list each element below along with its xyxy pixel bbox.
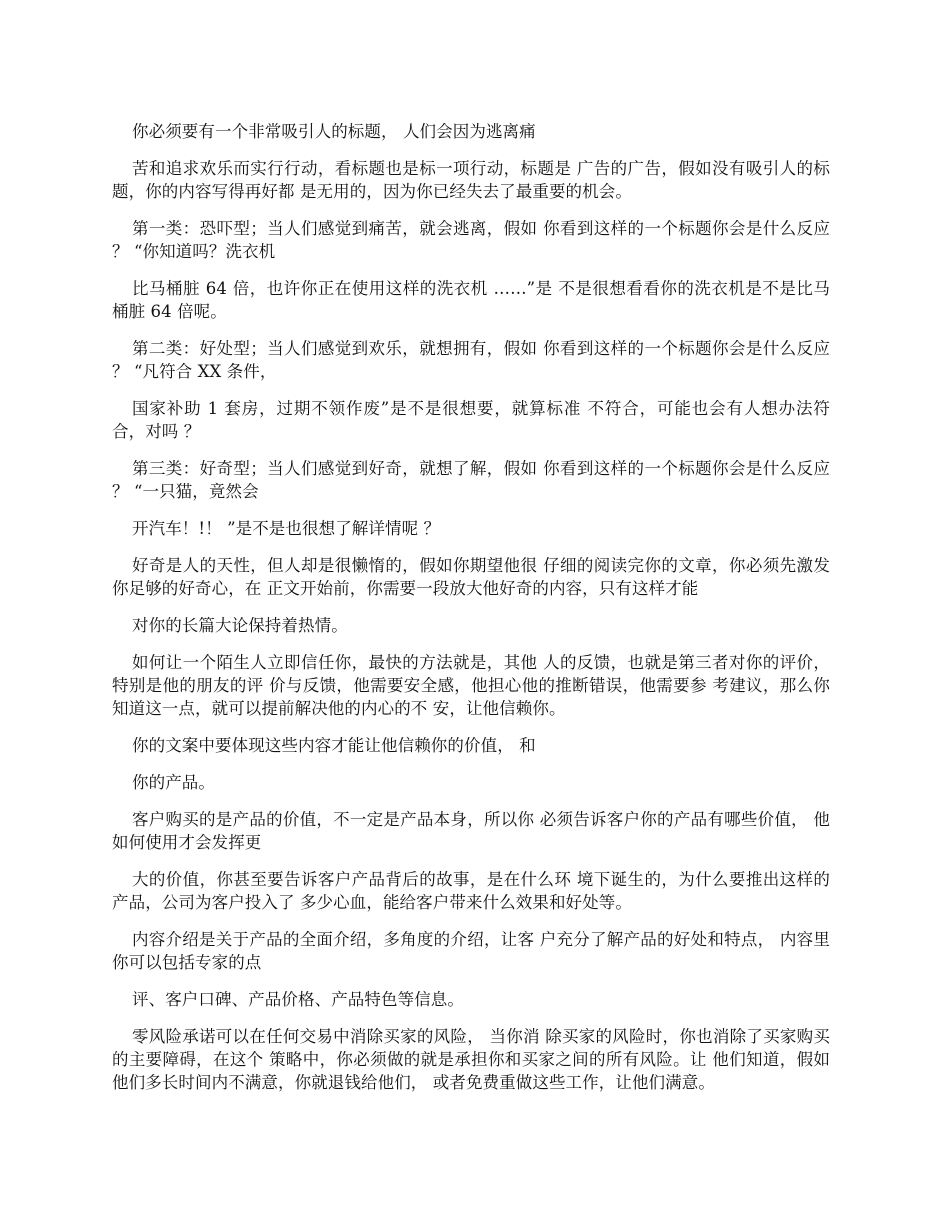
paragraph: 客户购买的是产品的价值，不一定是产品本身，所以你 必须告诉客户你的产品有哪些价值， 他如何使用才会发挥更 <box>112 810 830 852</box>
paragraph: 你的产品。 <box>132 773 215 792</box>
paragraph: 你的文案中要体现这些内容才能让他信赖你的价值， 和 <box>132 736 536 755</box>
paragraph: 对你的长篇大论保持着热情。 <box>132 616 348 635</box>
paragraph: 评、客户口碑、产品价格、产品特色等信息。 <box>132 990 464 1009</box>
paragraph: 如何让一个陌生人立即信任你，最快的方法就是，其他 人的反馈，也就是第三者对你的评价，特别是他的朋友的评 价与反馈，他需要安全感，他担心他的推断错误，他需要参 考建议，那么你知道这一点，就可以提前解决他的内心的不 安，让他信赖你。 <box>112 653 830 718</box>
paragraph: 比马桶脏 64 倍，也许你正在使用这样的洗衣机 ……”是 不是很想看看你的洗衣机是不是比马桶脏 64 倍呢。 <box>112 279 830 321</box>
paragraph: 你必须要有一个非常吸引人的标题， 人们会因为逃离痛 <box>132 122 536 141</box>
paragraph: 零风险承诺可以在任何交易中消除买家的风险， 当你消 除买家的风险时，你也消除了买家购买的主要障碍，在这个 策略中，你必须做的就是承担你和买家之间的所有风险。让 他们知道，假如他们多长时间内不满意，你就退钱给他们， 或者免费重做这些工作，让他们满意。 <box>112 1027 830 1092</box>
paragraph: 大的价值，你甚至要告诉客户产品背后的故事，是在什么环 境下诞生的，为什么要推出这样的产品，公司为客户投入了 多少心血，能给客户带来什么效果和好处等。 <box>112 870 830 912</box>
paragraph: 国家补助 1 套房，过期不领作废”是不是很想要，就算标准 不符合，可能也会有人想办法符合，对吗 ？ <box>112 399 830 441</box>
paragraph: 内容介绍是关于产品的全面介绍，多角度的介绍，让客 户充分了解产品的好处和特点， 内容里你可以包括专家的点 <box>112 930 830 972</box>
paragraph: 好奇是人的天性，但人却是很懒惰的，假如你期望他很 仔细的阅读完你的文章，你必须先激发你足够的好奇心，在 正文开始前，你需要一段放大他好奇的内容，只有这样才能 <box>112 556 830 598</box>
paragraph: 第三类：好奇型；当人们感觉到好奇，就想了解，假如 你看到这样的一个标题你会是什么反应 ？ “一只猫，竟然会 <box>112 459 830 501</box>
paragraph: 第一类：恐吓型；当人们感觉到痛苦，就会逃离，假如 你看到这样的一个标题你会是什么反应 ？ “你知道吗？洗衣机 <box>112 219 830 261</box>
paragraph: 第二类：好处型；当人们感觉到欢乐，就想拥有，假如 你看到这样的一个标题你会是什么反应 ？ “凡符合 XX 条件， <box>112 339 830 381</box>
document-body <box>112 120 830 1108</box>
paragraph: 开汽车！!！ ”是不是也很想了解详情呢 ？ <box>132 519 441 538</box>
paragraph: 苦和追求欢乐而实行行动，看标题也是标一项行动，标题是 广告的广告，假如没有吸引人的标题，你的内容写得再好都 是无用的，因为你已经失去了最重要的机会。 <box>112 159 830 201</box>
